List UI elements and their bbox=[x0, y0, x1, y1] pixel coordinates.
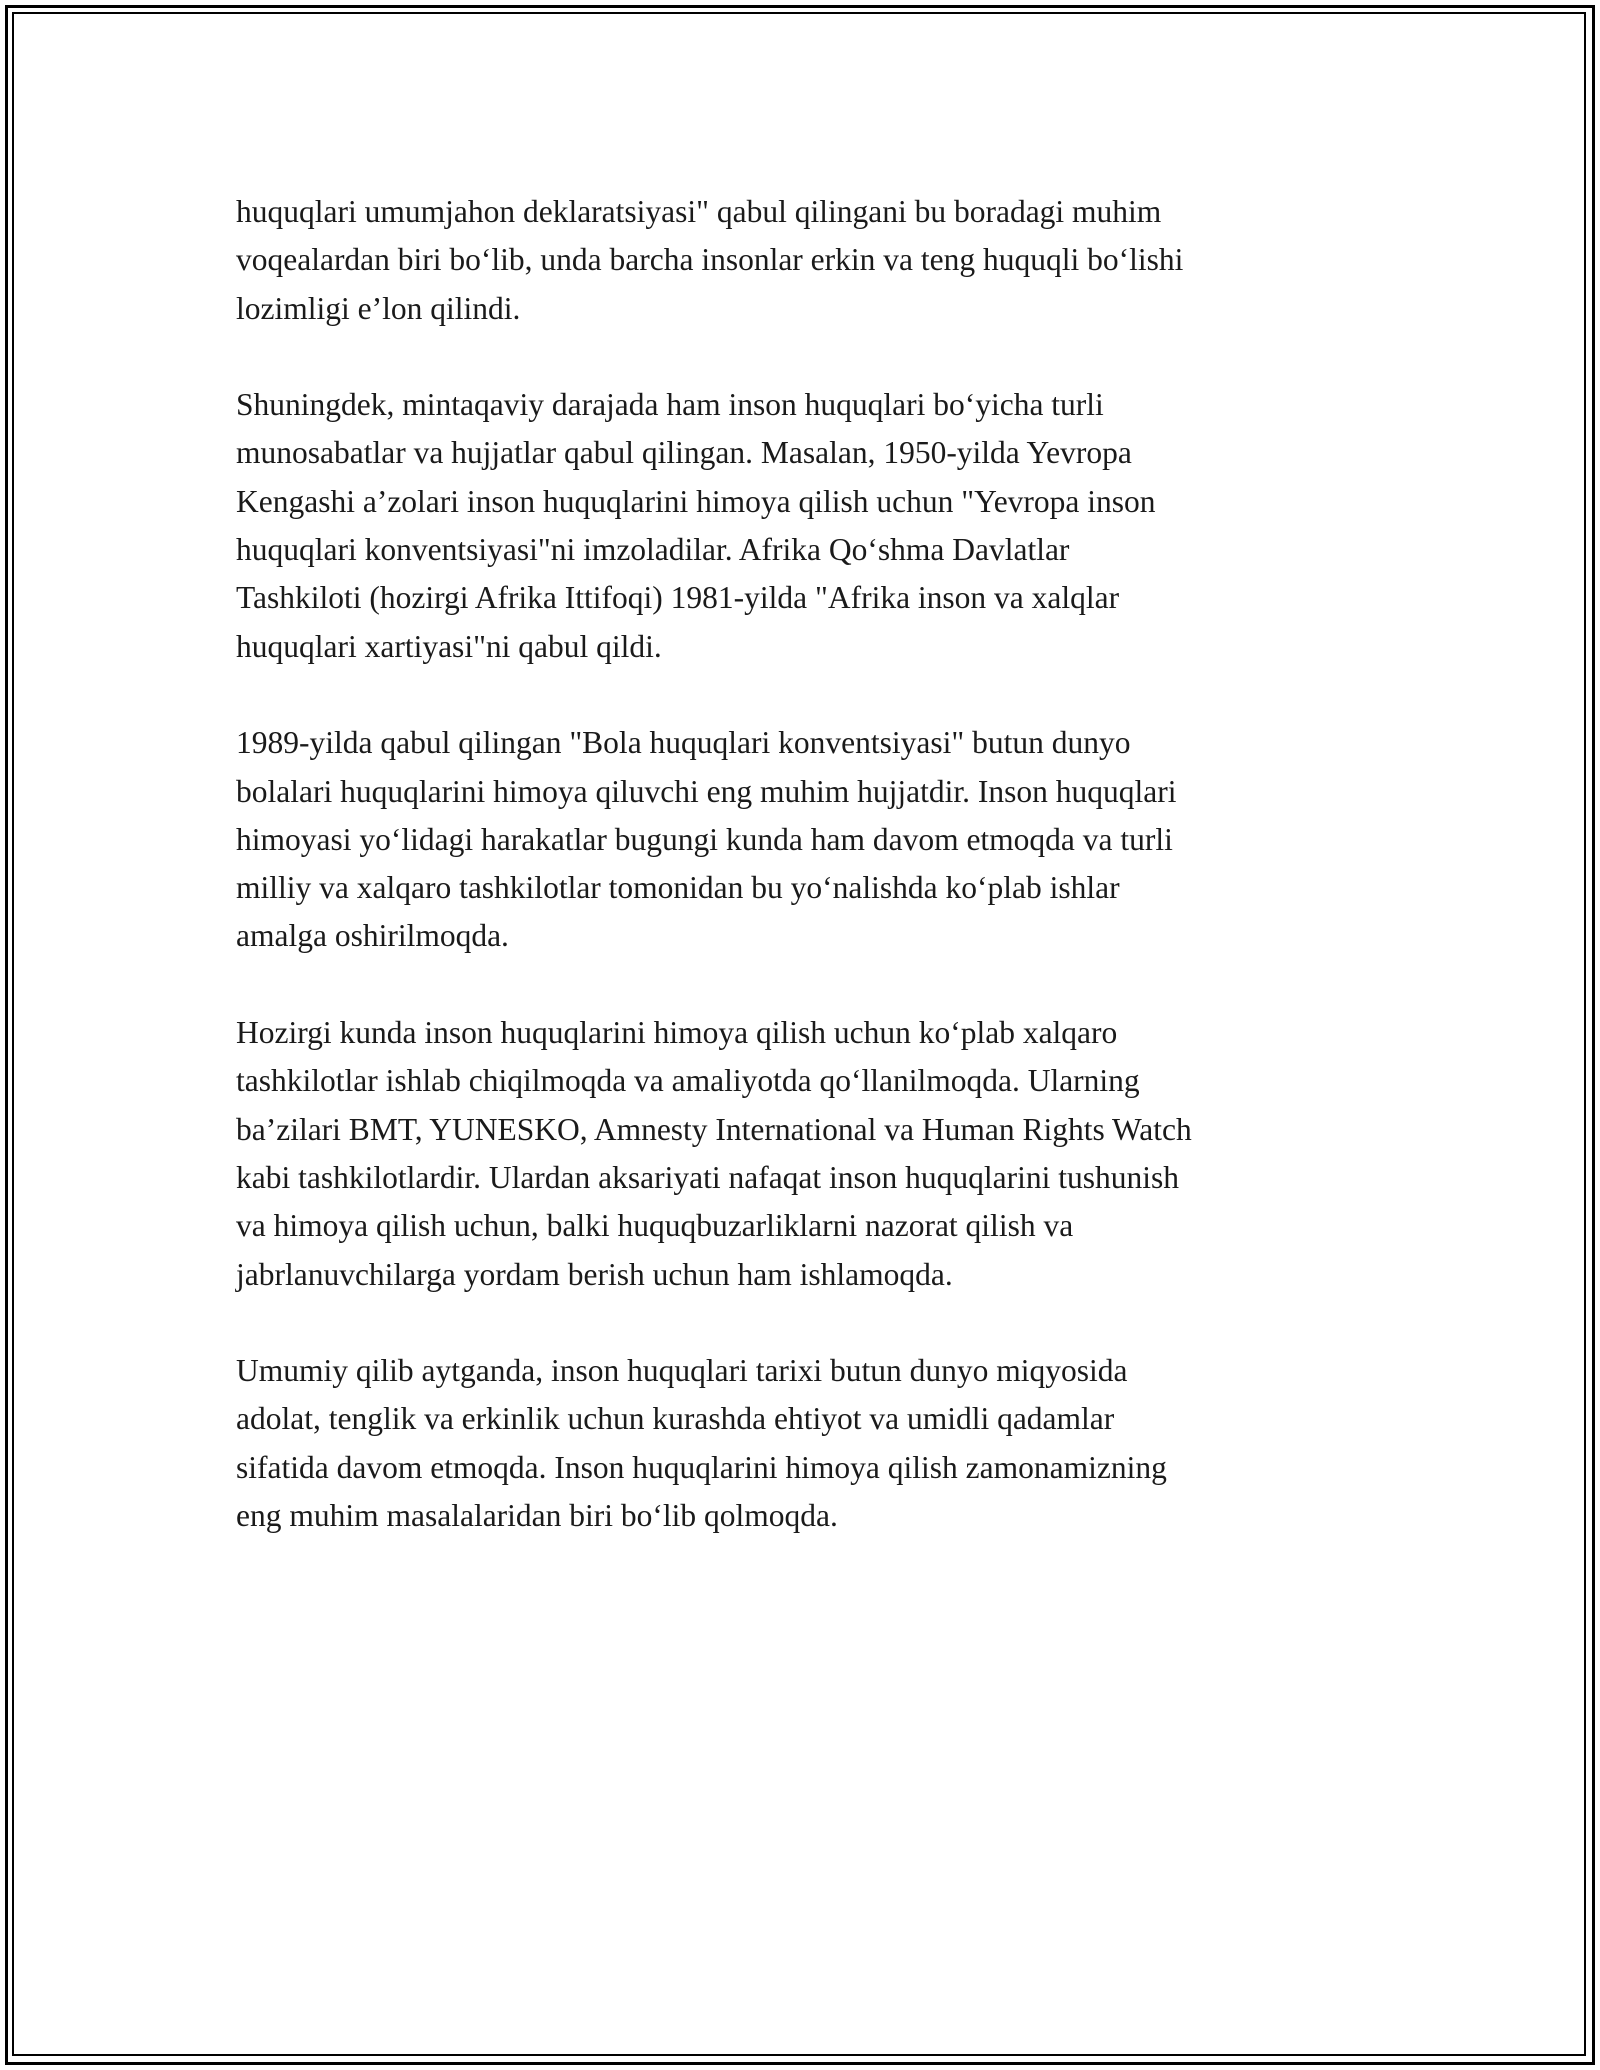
text-line: amalga oshirilmoqda. bbox=[236, 918, 509, 954]
text-line: Kengashi a’zolari inson huquqlarini himoya qilish uchun "Yevropa inson bbox=[236, 483, 1156, 519]
text-line: voqealardan biri bo‘lib, unda barcha insonlar erkin va teng huquqli bo‘lishi bbox=[236, 242, 1184, 278]
paragraph bbox=[236, 1347, 1396, 1540]
text-line: bolalari huquqlarini himoya qiluvchi eng muhim hujjatdir. Inson huquqlari bbox=[236, 773, 1177, 809]
text-line: va himoya qilish uchun, balki huquqbuzarliklarni nazorat qilish va bbox=[236, 1208, 1074, 1244]
text-line: huquqlari konventsiyasi"ni imzoladilar. Afrika Qo‘shma Davlatlar bbox=[236, 532, 1070, 568]
paragraph bbox=[236, 1009, 1396, 1299]
text-line: Hozirgi kunda inson huquqlarini himoya qilish uchun ko‘plab xalqaro bbox=[236, 1015, 1118, 1051]
text-line: Shuningdek, mintaqaviy darajada ham inson huquqlari bo‘yicha turli bbox=[236, 387, 1104, 423]
text-line: Umumiy qilib aytganda, inson huquqlari tarixi butun dunyo miqyosida bbox=[236, 1353, 1128, 1389]
document-body bbox=[236, 188, 1396, 1589]
text-line: kabi tashkilotlardir. Ulardan aksariyati nafaqat inson huquqlarini tushunish bbox=[236, 1159, 1180, 1195]
text-line: lozimligi e’lon qilindi. bbox=[236, 290, 521, 326]
text-line: huquqlari umumjahon deklaratsiyasi" qabul qilingani bu boradagi muhim bbox=[236, 194, 1162, 229]
text-line: himoyasi yo‘lidagi harakatlar bugungi kunda ham davom etmoqda va turli bbox=[236, 821, 1173, 857]
paragraph bbox=[236, 188, 1396, 333]
text-line: tashkilotlar ishlab chiqilmoqda va amaliyotda qo‘llanilmoqda. Ularning bbox=[236, 1063, 1140, 1099]
paragraph bbox=[236, 381, 1396, 671]
text-line: munosabatlar va hujjatlar qabul qilingan. Masalan, 1950-yilda Yevropa bbox=[236, 435, 1132, 471]
paragraph bbox=[236, 719, 1396, 960]
text-line: eng muhim masalalaridan biri bo‘lib qolmoqda. bbox=[236, 1498, 838, 1534]
text-line: Tashkiloti (hozirgi Afrika Ittifoqi) 1981-yilda "Afrika inson va xalqlar bbox=[236, 580, 1120, 616]
text-line: adolat, tenglik va erkinlik uchun kurashda ehtiyot va umidli qadamlar bbox=[236, 1401, 1115, 1437]
text-line: sifatida davom etmoqda. Inson huquqlarini himoya qilish zamonamizning bbox=[236, 1449, 1167, 1485]
text-line: huquqlari xartiyasi"ni qabul qildi. bbox=[236, 628, 662, 664]
text-line: 1989-yilda qabul qilingan "Bola huquqlari konventsiyasi" butun dunyo bbox=[236, 725, 1131, 761]
text-line: milliy va xalqaro tashkilotlar tomonidan bu yo‘nalishda ko‘plab ishlar bbox=[236, 870, 1120, 906]
text-line: jabrlanuvchilarga yordam berish uchun ham ishlamoqda. bbox=[236, 1256, 953, 1292]
text-line: ba’zilari BMT, YUNESKO, Amnesty International va Human Rights Watch bbox=[236, 1111, 1192, 1147]
